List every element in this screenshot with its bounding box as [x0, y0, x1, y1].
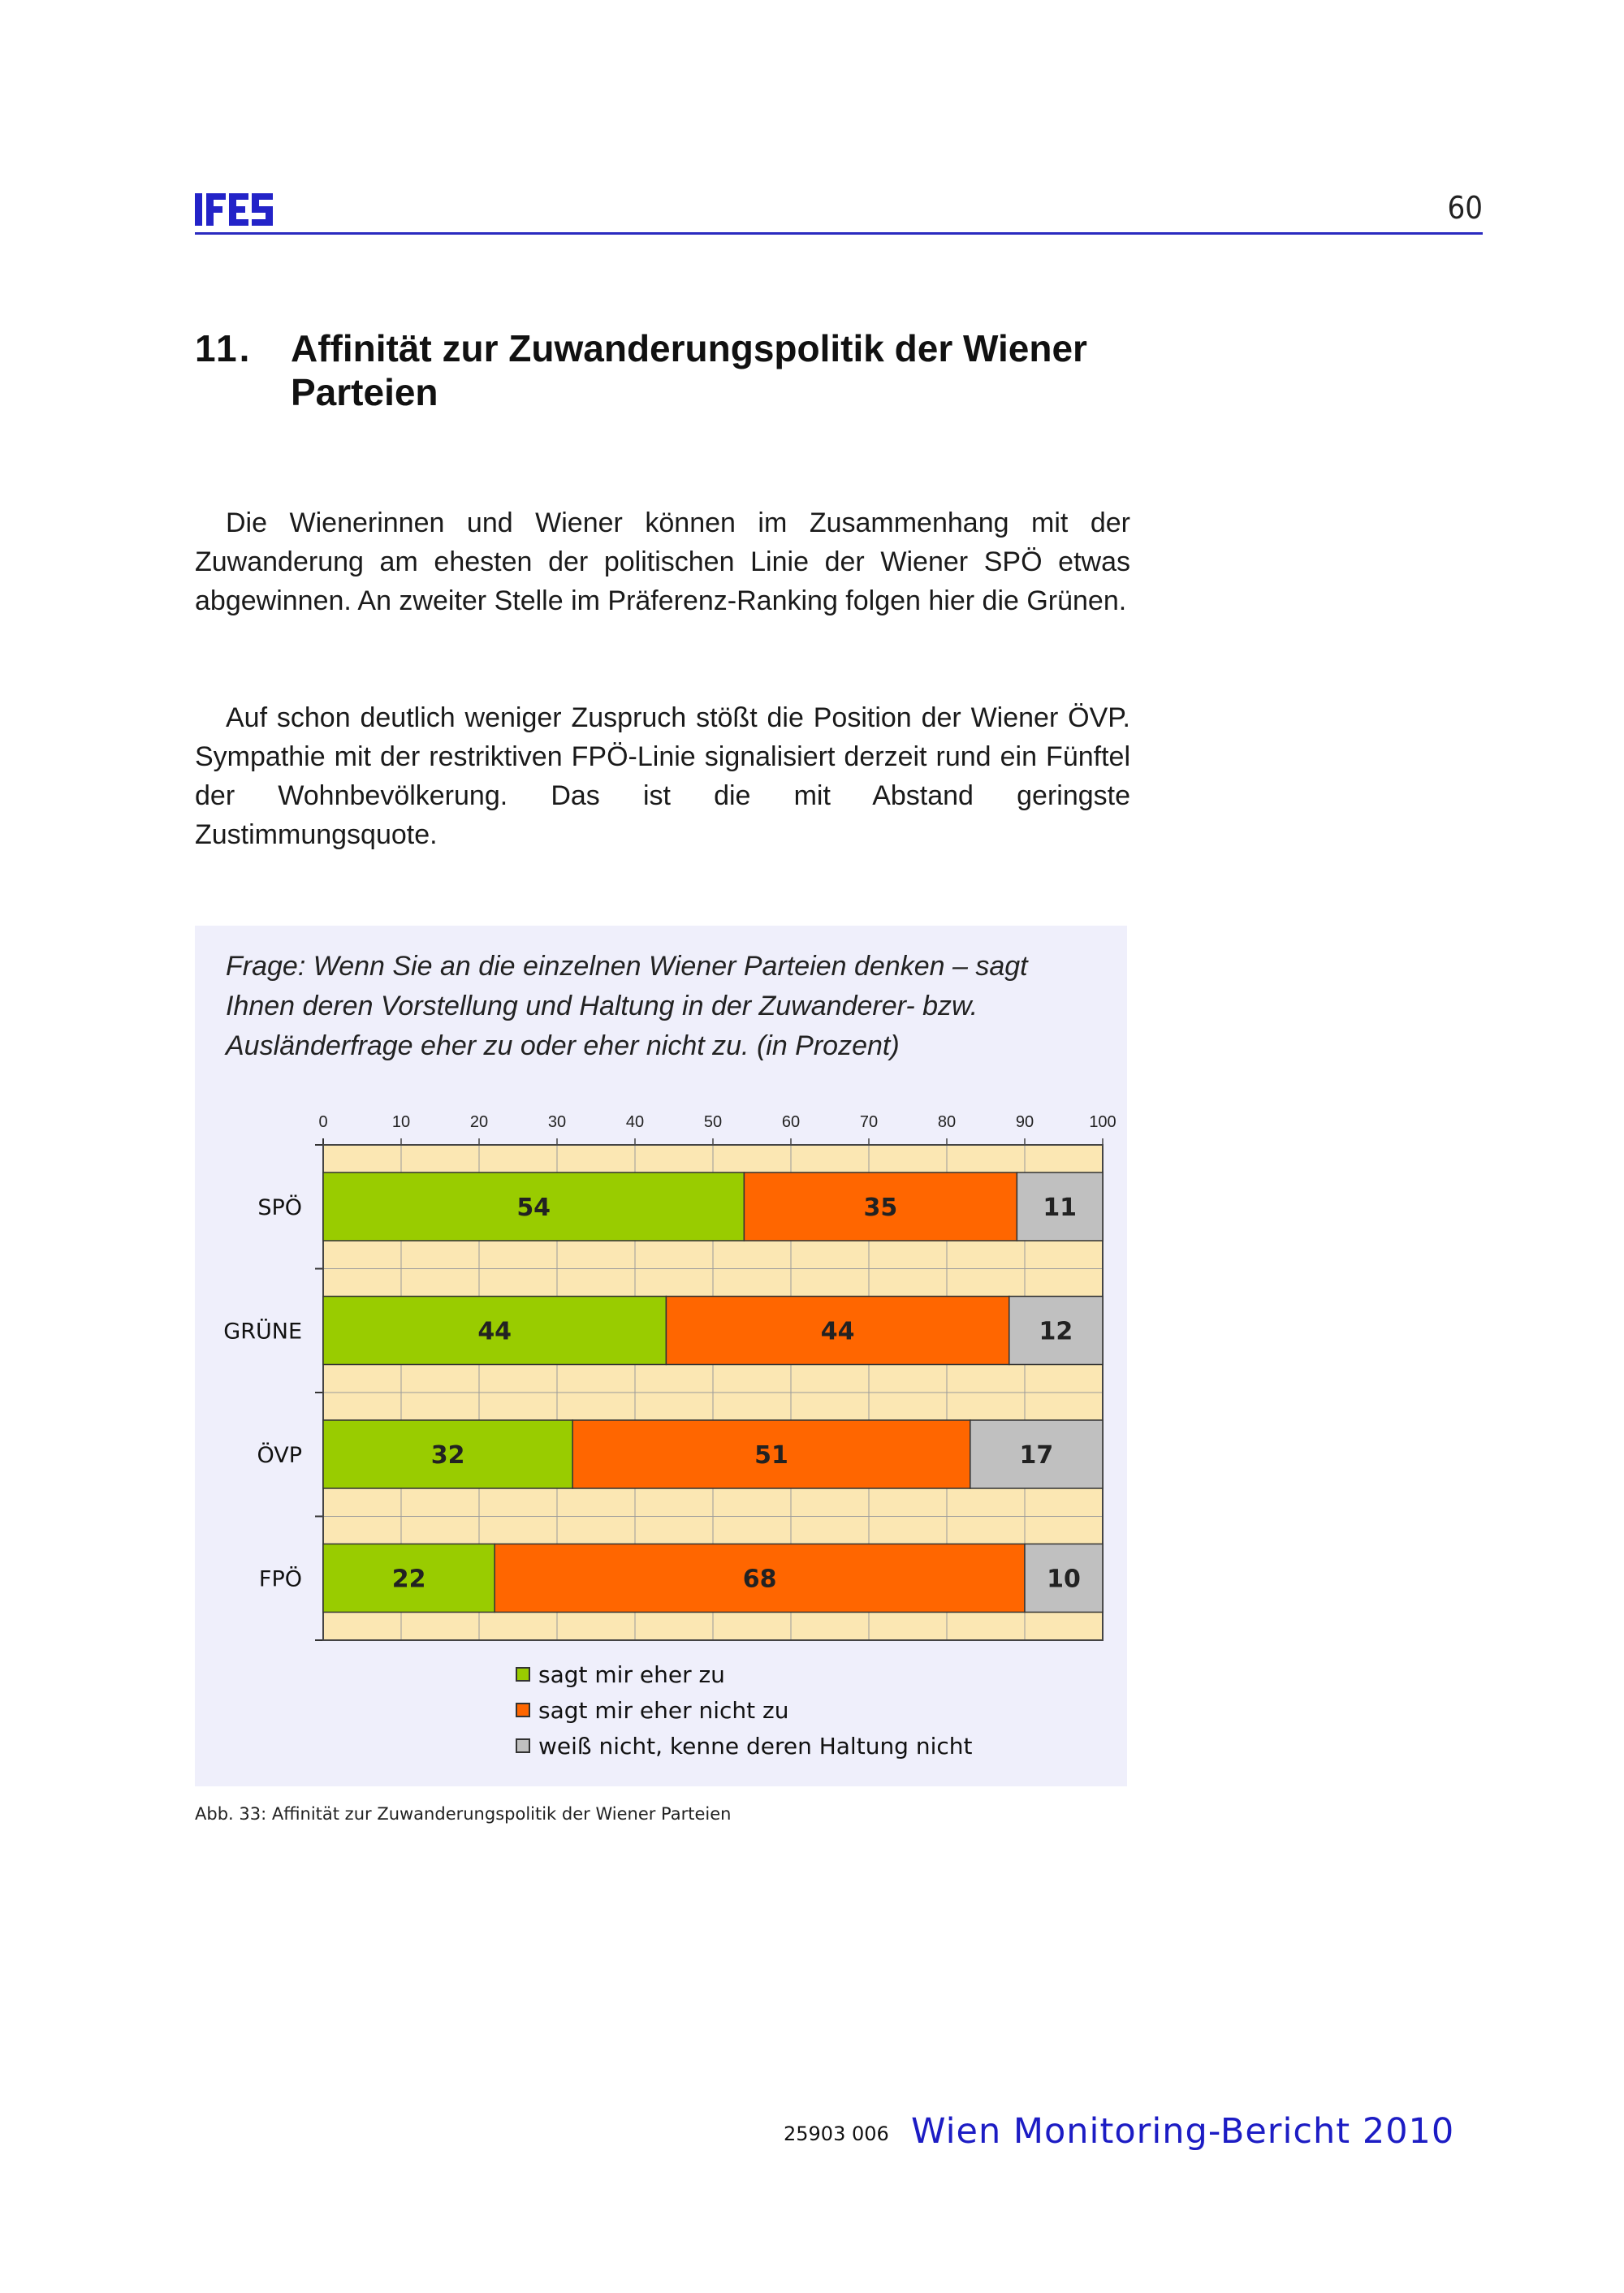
category-label: GRÜNE: [223, 1319, 302, 1345]
legend-label: sagt mir eher nicht zu: [538, 1696, 789, 1724]
x-tick-label: 20: [469, 1113, 489, 1131]
paragraph: Die Wienerinnen und Wiener können im Zusammenhang mit der Zuwanderung am ehesten der politischen Linie der Wiener SPÖ etwas abgewinnen. An zweiter Stelle im Präferenz-Ranking folgen hier die Grünen.: [195, 507, 1130, 616]
legend-swatch-nicht-zu: [516, 1703, 530, 1717]
paragraph: Auf schon deutlich weniger Zuspruch stößt die Position der Wiener ÖVP. Sympathie mit der restriktiven FPÖ-Linie signalisiert derzeit rund ein Fünftel der Wohnbevölkerung. Das ist die mit Abstand geringste Zustimmungsquote.: [195, 702, 1130, 850]
bar-value-label: 44: [477, 1317, 512, 1346]
x-tick-label: 60: [781, 1113, 801, 1131]
bar-value-label: 17: [1019, 1441, 1054, 1470]
bar-value-label: 44: [820, 1317, 855, 1346]
header-rule: [195, 232, 1483, 235]
legend-swatch-zu: [516, 1667, 530, 1682]
legend-item: [516, 1692, 973, 1728]
figure-box: [195, 926, 1127, 1786]
x-tick-label: 90: [1015, 1113, 1034, 1131]
bar-value-label: 54: [516, 1194, 551, 1222]
survey-question: Frage: Wenn Sie an die einzelnen Wiener Parteien denken – sagt Ihnen deren Vorstellung und Haltung in der Zuwanderer- bzw. Ausländerfrage eher zu oder eher nicht zu. (in Prozent): [226, 951, 1028, 1061]
footer-title: Wien Monitoring-Bericht 2010: [911, 2111, 1455, 2152]
section-number: 11.: [195, 327, 253, 369]
x-tick-label: 100: [1089, 1113, 1116, 1131]
bar-value-label: 10: [1047, 1565, 1081, 1594]
legend-item: [516, 1728, 973, 1764]
footer-code: 25903 006: [784, 2122, 889, 2145]
legend-swatch-weiss-nicht: [516, 1738, 530, 1753]
legend-item: [516, 1656, 973, 1692]
x-tick-label: 70: [859, 1113, 879, 1131]
x-tick-label: 10: [391, 1113, 411, 1131]
bar-value-label: 22: [391, 1565, 426, 1594]
section-title: Affinität zur Zuwanderungspolitik der Wiener Parteien: [291, 327, 1087, 413]
category-label: ÖVP: [257, 1443, 302, 1468]
legend-label: sagt mir eher zu: [538, 1660, 725, 1688]
legend-label: weiß nicht, kenne deren Haltung nicht: [538, 1732, 973, 1760]
chart-legend: [516, 1656, 973, 1764]
bar-value-label: 68: [742, 1565, 777, 1594]
ifes-logo: [195, 192, 273, 227]
x-tick-label: 40: [625, 1113, 645, 1131]
figure-caption: Abb. 33: Affinität zur Zuwanderungspolitik der Wiener Parteien: [195, 1804, 732, 1824]
x-tick-label: 0: [318, 1113, 328, 1131]
x-tick-label: 80: [937, 1113, 957, 1131]
x-tick-label: 50: [703, 1113, 723, 1131]
category-label: SPÖ: [257, 1195, 302, 1220]
bar-value-label: 35: [863, 1194, 898, 1222]
bar-value-label: 32: [430, 1441, 465, 1470]
bar-value-label: 51: [754, 1441, 788, 1470]
page-number: 60: [1447, 190, 1483, 226]
stacked-bar-chart: [195, 926, 1127, 1656]
category-label: FPÖ: [258, 1566, 302, 1592]
bar-value-label: 11: [1043, 1194, 1078, 1222]
bar-value-label: 12: [1039, 1317, 1073, 1346]
x-tick-label: 30: [547, 1113, 567, 1131]
